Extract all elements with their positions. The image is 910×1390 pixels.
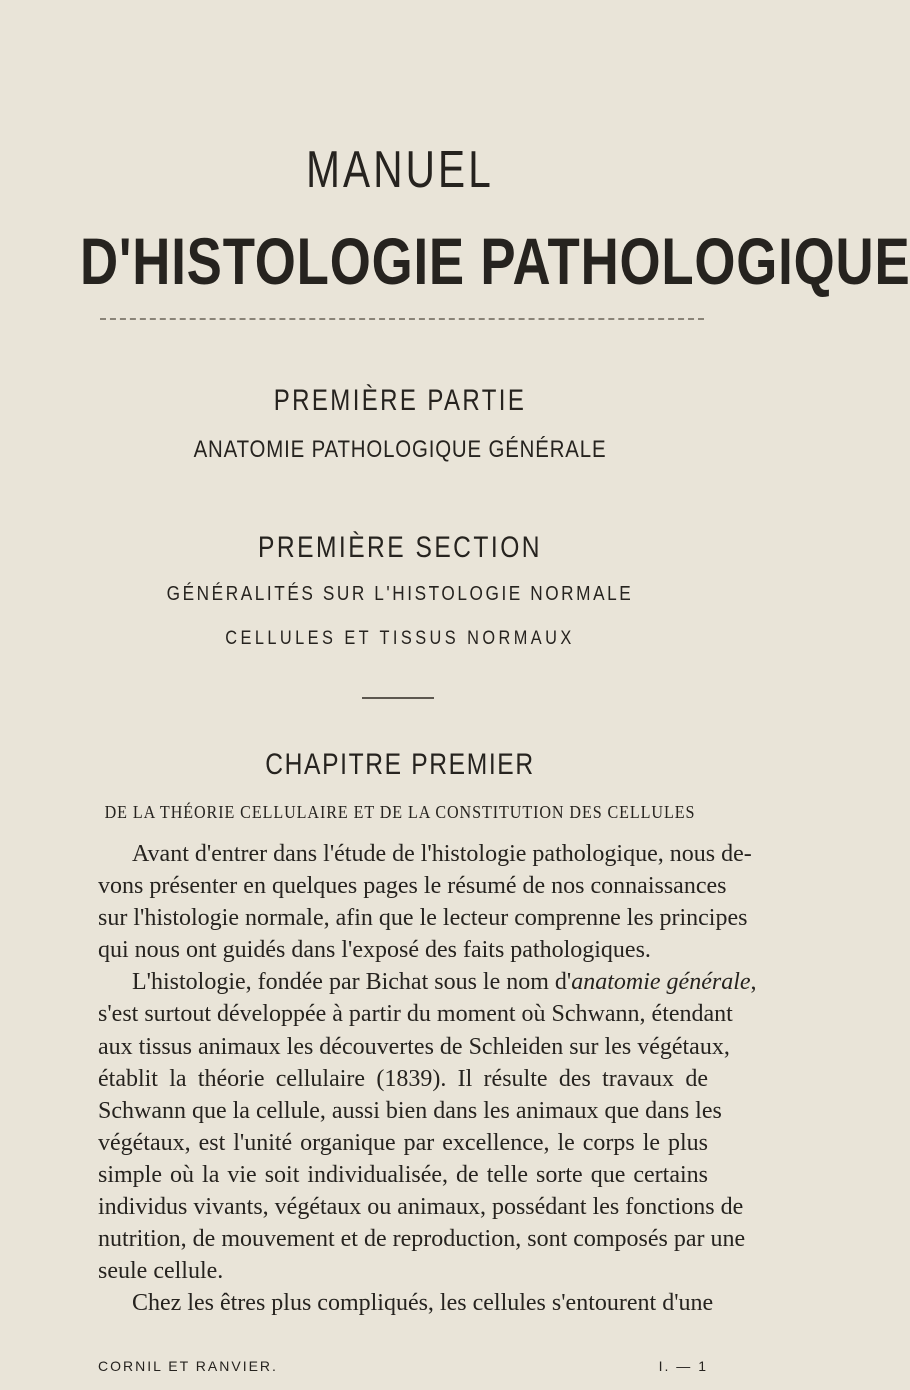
footer-authors: CORNIL ET RANVIER. [98,1358,278,1374]
dashed-divider [100,318,704,320]
section-subtitle-2: CELLULES ET TISSUS NORMAUX [225,628,575,649]
body-line: végétaux, est l'unité organique par excellence, le corps le plus [98,1129,708,1156]
body-line-part: L'histologie, fondée par Bichat sous le nom d' [132,969,572,996]
body-line-part: , [750,969,757,996]
chapter-heading: CHAPITRE PREMIER [265,748,535,781]
body-line: nutrition, de mouvement et de reproduction, sont composés par une [98,1226,746,1253]
body-line: seule cellule. [98,1258,224,1285]
book-title-line1: MANUEL [306,141,494,199]
book-title-line2: D'HISTOLOGIE PATHOLOGIQUE [80,224,910,298]
section-subtitle-1: GÉNÉRALITÉS SUR L'HISTOLOGIE NORMALE [166,583,634,605]
body-line: qui nous ont guidés dans l'exposé des faits pathologiques. [98,937,651,964]
body-line: Chez les êtres plus compliqués, les cellules s'entourent d'une [132,1290,714,1317]
body-line-mixed [98,966,757,998]
body-line: aux tissus animaux les découvertes de Schleiden sur les végétaux, [98,1033,730,1060]
body-italic-term: anatomie générale [571,969,751,996]
body-line: Schwann que la cellule, aussi bien dans les animaux que dans les [98,1097,722,1124]
body-line: Avant d'entrer dans l'étude de l'histologie pathologique, nous de- [132,841,752,867]
body-line: simple où la vie soit individualisée, de telle sorte que certains [98,1161,708,1188]
body-line: vons présenter en quelques pages le résumé de nos connaissances [98,873,727,900]
body-line: sur l'histologie normale, afin que le lecteur comprenne les principes [98,905,748,932]
section-heading: PREMIÈRE SECTION [257,531,543,564]
body-paragraphs [98,838,757,1319]
body-line: établit la théorie cellulaire (1839). Il résulte des travaux de [98,1065,708,1092]
part-heading: PREMIÈRE PARTIE [273,384,527,417]
footer-signature: I. — 1 [658,1358,708,1374]
body-line: s'est surtout développée à partir du moment où Schwann, étendant [98,1001,733,1028]
part-subtitle: ANATOMIE PATHOLOGIQUE GÉNÉRALE [193,436,607,463]
body-line: individus vivants, végétaux ou animaux, possédant les fonctions de [98,1194,744,1221]
short-divider [362,697,434,699]
chapter-subtitle: DE LA THÉORIE CELLULAIRE ET DE LA CONSTITUTION DES CELLULES [104,802,696,822]
